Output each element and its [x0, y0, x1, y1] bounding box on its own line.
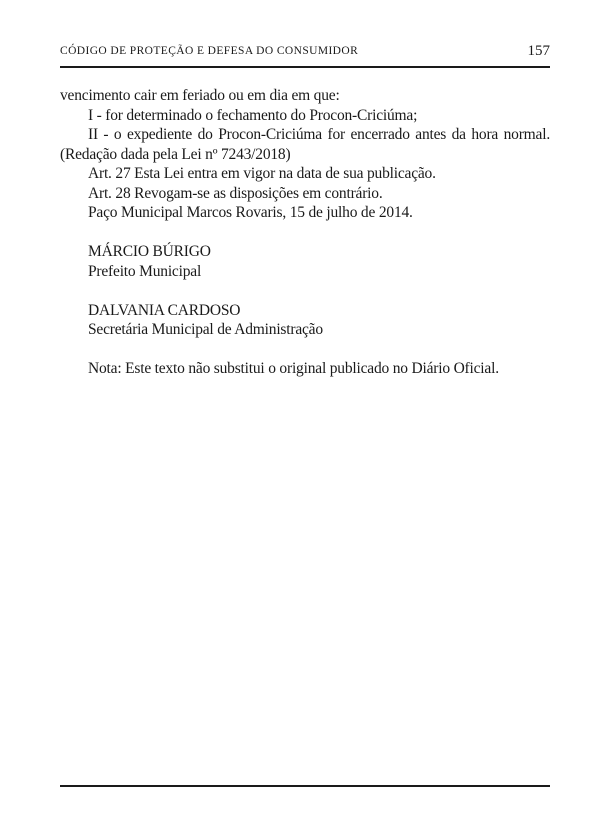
spacer [60, 223, 550, 243]
spacer [60, 340, 550, 360]
page-number: 157 [527, 43, 550, 59]
official-note: Nota: Este texto não substitui o original publicado no Diário Oficial. [88, 360, 499, 377]
footer-rule [60, 785, 550, 787]
text-line-place-date: Paço Municipal Marcos Rovaris, 15 de julho de 2014. [88, 204, 413, 221]
signature-name-mayor: MÁRCIO BÚRIGO [88, 243, 211, 260]
text-line-continuation: vencimento cair em feriado ou em dia em que: [60, 87, 340, 104]
text-line-item-i: I - for determinado o fechamento do Procon-Criciúma; [88, 106, 418, 124]
body-text [60, 86, 550, 379]
header-rule [60, 66, 550, 68]
page-header [60, 44, 550, 68]
running-header-title: CÓDIGO DE PROTEÇÃO E DEFESA DO CONSUMIDOR [60, 45, 359, 57]
signature-name-secretary: DALVANIA CARDOSO [88, 301, 241, 319]
text-line-art-27: Art. 27 Esta Lei entra em vigor na data de sua publicação. [88, 165, 436, 182]
text-line-art-28: Art. 28 Revogam-se as disposições em contrário. [88, 184, 383, 202]
spacer [60, 281, 550, 301]
text-line-item-ii: II - o expediente do Procon-Criciúma for encerrado antes da hora normal. (Redação dada pela Lei nº 7243/2018) [60, 126, 550, 163]
signature-role-secretary: Secretária Municipal de Administração [88, 321, 323, 338]
signature-role-mayor: Prefeito Municipal [88, 262, 202, 280]
